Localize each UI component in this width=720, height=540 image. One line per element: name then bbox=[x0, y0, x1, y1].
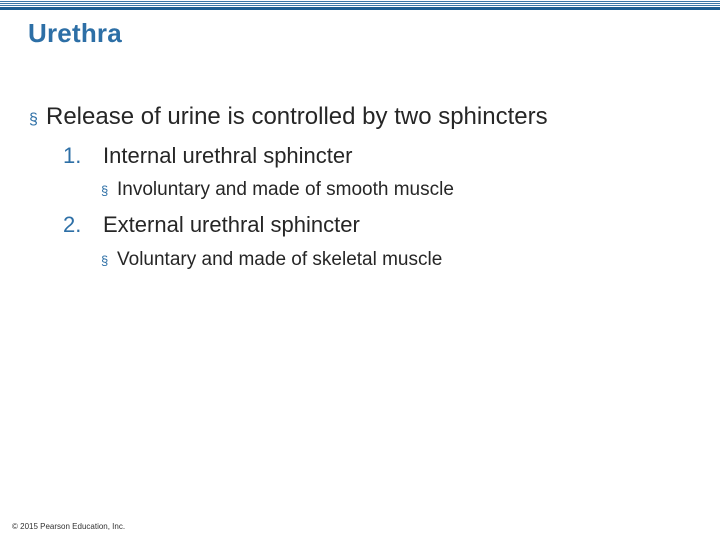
numbered-item-2 bbox=[63, 212, 360, 238]
sub-bullet-text: Voluntary and made of skeletal muscle bbox=[117, 249, 443, 270]
bullet-marker-icon: § bbox=[101, 183, 109, 198]
header-rule bbox=[0, 0, 720, 10]
main-bullet-text: Release of urine is controlled by two sphincters bbox=[46, 103, 548, 130]
item-number: 2. bbox=[63, 212, 82, 237]
sub-bullet-1 bbox=[101, 179, 454, 201]
copyright-footer: © 2015 Pearson Education, Inc. bbox=[12, 522, 126, 531]
item-text: Internal urethral sphincter bbox=[103, 143, 353, 168]
item-number: 1. bbox=[63, 143, 82, 168]
sub-bullet-2 bbox=[101, 249, 442, 271]
sub-bullet-text: Involuntary and made of smooth muscle bbox=[117, 179, 454, 200]
bullet-marker-icon: § bbox=[29, 111, 38, 128]
slide-title: Urethra bbox=[28, 18, 122, 48]
item-text: External urethral sphincter bbox=[103, 212, 360, 237]
numbered-item-1 bbox=[63, 143, 352, 169]
bullet-marker-icon: § bbox=[101, 253, 109, 268]
main-bullet bbox=[29, 103, 548, 131]
